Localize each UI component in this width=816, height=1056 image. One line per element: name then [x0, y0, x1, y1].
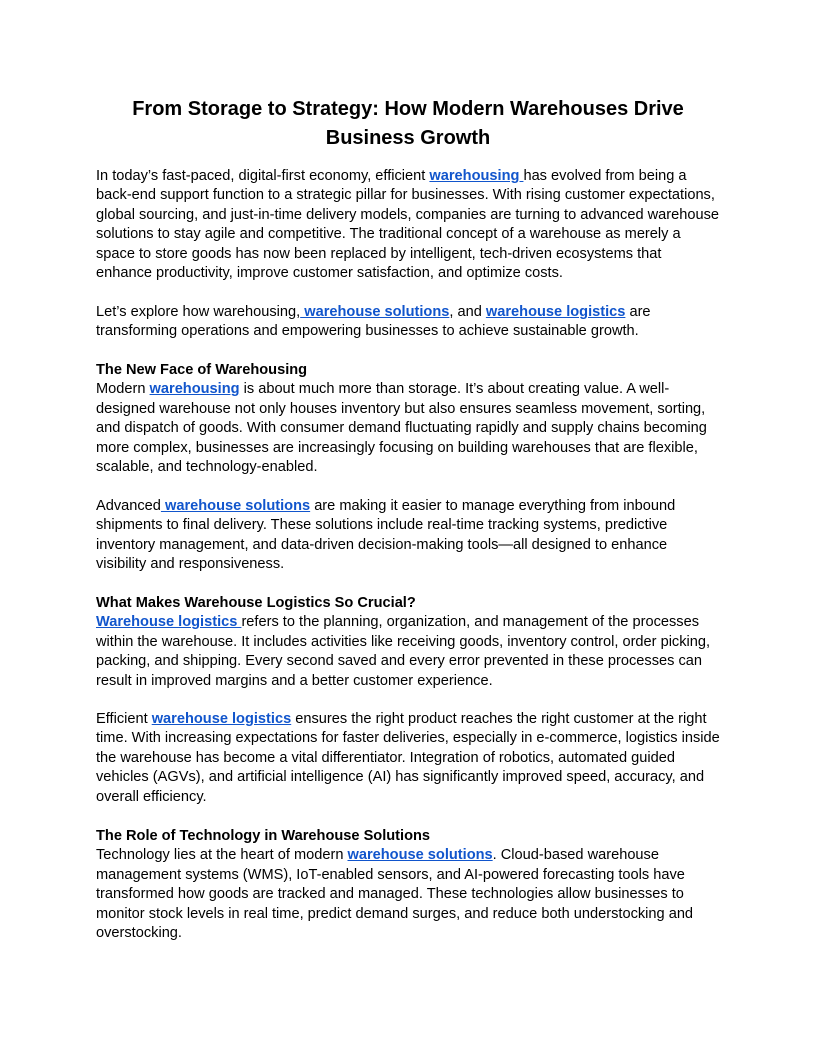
section-heading: The New Face of Warehousing — [96, 362, 308, 378]
warehousing-link[interactable]: warehousing — [149, 381, 240, 398]
text-run: is about much more than storage. It’s about creating value. A well-designed warehouse not only houses inventory but also ensures seamless movement, sorting, and dispatch of goods. With consumer demand fluctuating rapidly and supply chains becoming more complex, businesses are increasingly focusing on building warehouses that are flexible, scalable, and technology-enabled. — [96, 381, 707, 476]
text-run: Let’s explore how warehousing, — [96, 304, 301, 320]
efficient-paragraph — [96, 710, 720, 807]
text-run: refers to the planning, organization, and management of the processes within the warehouse. It includes activities like receiving goods, inventory control, order picking, packing, and shipping. Every second saved and every error prevented in these processes can result in improved margins and a better customer experience. — [96, 614, 711, 689]
warehouse-solutions-link[interactable]: warehouse solutions — [300, 304, 450, 320]
text-run: are making it easier to manage everything from inbound shipments to final delivery. These solutions include real-time tracking systems, predictive inventory management, and data-driven decision-making tools—all designed to enhance visibility and responsiveness. — [96, 498, 676, 573]
warehouse-logistics-link[interactable]: warehouse logistics — [485, 304, 626, 320]
text-run: Technology lies at the heart of modern — [96, 847, 348, 864]
intro-paragraph — [96, 167, 720, 283]
warehouse-solutions-link[interactable]: warehouse solutions — [347, 847, 493, 864]
warehouse-solutions-link[interactable]: warehouse solutions — [160, 498, 311, 514]
text-run: In today’s fast-paced, digital-first economy, efficient — [96, 168, 430, 184]
section-heading: The Role of Technology in Warehouse Solutions — [96, 828, 431, 844]
advanced-paragraph — [96, 497, 720, 575]
section-heading: What Makes Warehouse Logistics So Crucial? — [96, 595, 416, 611]
document-title: From Storage to Strategy: How Modern Warehouses Drive Business Growth — [132, 98, 684, 149]
warehousing-link[interactable]: warehousing — [429, 168, 524, 184]
section-technology — [96, 827, 720, 943]
warehouse-logistics-link[interactable]: warehouse logistics — [151, 711, 292, 727]
text-run: , and — [449, 304, 486, 320]
text-run: ensures the right product reaches the right customer at the right time. With increasing expectations for faster deliveries, especially in e-commerce, logistics inside the warehouse has become a vital differentiator. Integration of robotics, automated guided vehicles (AGVs), and artificial intelligence (AI) has significantly improved speed, accuracy, and overall efficiency. — [96, 711, 720, 805]
warehouse-logistics-link[interactable]: Warehouse logistics — [96, 614, 242, 631]
text-run: are transforming operations and empowering businesses to achieve sustainable growth. — [96, 304, 651, 340]
section-logistics-crucial — [96, 594, 720, 691]
text-run: . Cloud-based warehouse management systems (WMS), IoT-enabled sensors, and AI-powered forecasting tools have transformed how goods are tracked and managed. These technologies allow businesses to monitor stock levels in real time, predict demand surges, and reduce both understocking and overstocking. — [96, 847, 694, 942]
section-new-face — [96, 361, 720, 477]
text-run: has evolved from being a back-end support function to a strategic pillar for businesses. With rising customer expectations, global sourcing, and just-in-time delivery models, companies are turning to advanced warehouse solutions to stay agile and competitive. The traditional concept of a warehouse as merely a space to store goods has now been replaced by intelligent, tech-driven ecosystems that enhance productivity, improve customer satisfaction, and optimize costs. — [96, 168, 720, 282]
explore-paragraph — [96, 303, 720, 342]
text-run: Efficient — [96, 711, 152, 727]
text-run: Advanced — [96, 498, 161, 514]
text-run: Modern — [96, 381, 150, 398]
